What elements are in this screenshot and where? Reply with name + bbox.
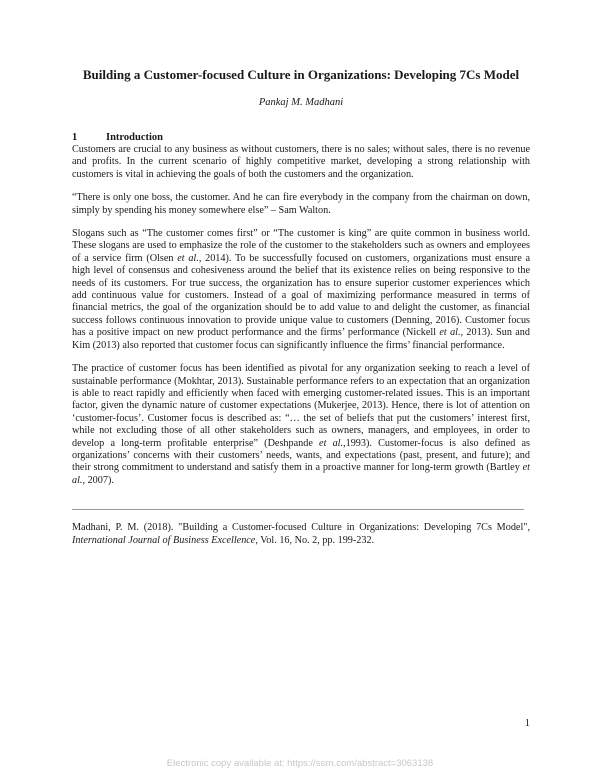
paragraph-4-text-a: The practice of customer focus has been identified as pivotal for any organization seeking to reach a level of sustainable performance (Mokhtar, 2013). Sustainable performance refers to an expectation that an organization is able to react rapidly and efficiently when faced with emerging customer-related issues. This is an important factor, given the dynamic nature of customer expectations (Mukerjee, 2013). Hence, there is lot of attention on ‘customer-focus’. Customer focus is described as: “… the set of beliefs that put the customers’ interest first, while not excluding those of all other stakeholders such as owners, managers, and employees, in order to develop a long-term profitable enterprise” (Deshpande bbox=[72, 363, 530, 449]
et-al-italic: et al. bbox=[319, 437, 344, 449]
ssrn-watermark: Electronic copy available at: https://ssrn.com/abstract=3063138 bbox=[166, 758, 434, 769]
footnote-text: Madhani, P. M. (2018). "Building a Customer-focused Culture in Organizations: Developing 7Cs Model", bbox=[72, 522, 530, 534]
section-heading bbox=[72, 132, 530, 143]
paragraph-4 bbox=[72, 363, 530, 487]
paragraph-3-text-c: , 2013). Sun and Kim (2013) also reported that customer focus can significantly influence the firms’ financial performance. bbox=[72, 327, 530, 351]
paper-page bbox=[72, 66, 530, 547]
paragraph-1: Customers are crucial to any business as without customers, there is no sales; without sales, there is no revenue and profits. In the current scenario of highly competitive market, developing a strong relationship with customers is vital in achieving the goals of both the customers and the organization. bbox=[72, 144, 530, 180]
citation-footnote bbox=[72, 522, 530, 547]
paragraph-3 bbox=[72, 228, 530, 352]
et-al-italic: et al. bbox=[72, 462, 530, 486]
et-al-italic: et al. bbox=[177, 252, 199, 264]
journal-name: International Journal of Business Excellence bbox=[72, 534, 256, 546]
paragraph-3-text-b: , 2014). To be successfully focused on customers, organizations must ensure a high level of consensus and cohesiveness around the belief that its existence relies on being responsive to the needs of its customers. For true success, the organization has to ensure superior customer experiences which add continuous value for customers. Instead of a goal of maximizing performance measured in terms of financial metrics, the goal of the organization should be to add value to and delight the customer, as financial success follows continuous innovation to provide unique value to customers (Denning, 2016). Customer focus has a positive impact on new product performance and the firms’ performance (Nickell bbox=[72, 252, 530, 339]
paragraph-quote: “There is only one boss, the customer. And he can fire everybody in the company from the chairman on down, simply by spending his money somewhere else” – Sam Walton. bbox=[72, 192, 530, 216]
author-name: Pankaj M. Madhani bbox=[258, 97, 344, 108]
paper-title: Building a Customer-focused Culture in Organizations: Developing 7Cs Model bbox=[82, 67, 520, 82]
paragraph-4-text-c: , 2007). bbox=[82, 474, 114, 486]
section-number: 1 bbox=[72, 132, 78, 143]
footnote-divider bbox=[72, 509, 524, 510]
page-number: 1 bbox=[524, 718, 530, 729]
footnote-volume: , Vol. 16, No. 2, pp. 199-232. bbox=[255, 534, 375, 546]
section-title: Introduction bbox=[106, 132, 163, 143]
et-al-italic: et al. bbox=[439, 327, 461, 339]
paragraph-4-text-b: ,1993). Customer-focus is also defined as organizations’ concerns with their customers’ needs, wants, and expectations (past, present, and future); and their strong commitment to understand and satisfy them in a proactive manner for long-term growth (Bartley bbox=[72, 437, 530, 474]
paragraph-3-text-a: Slogans such as “The customer comes first” or “The customer is king” are quite common in business world. These slogans are used to emphasize the role of the customer to the stakeholders such as owners and employees of a service firm (Olsen bbox=[72, 228, 530, 264]
